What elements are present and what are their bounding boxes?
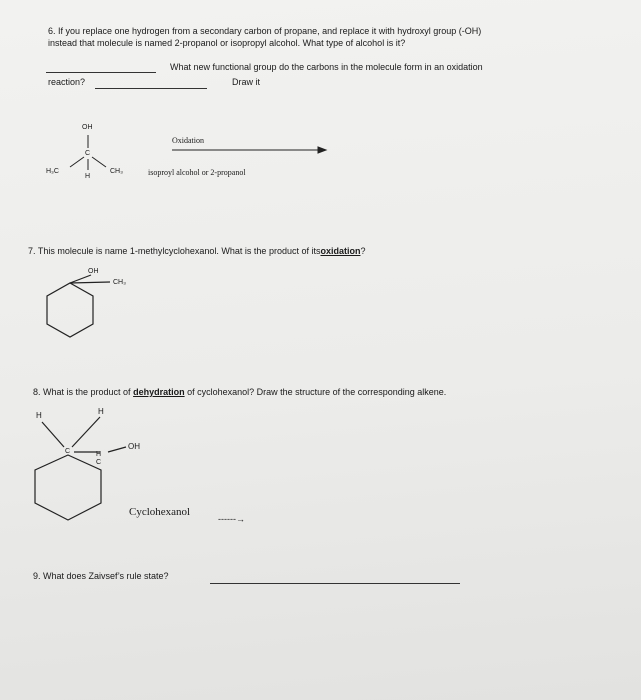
q8-question bbox=[33, 387, 446, 398]
dehydration-arrow: ------→ bbox=[218, 514, 245, 524]
product-name: isoproyl alcohol or 2-propanol bbox=[148, 168, 246, 177]
methylcyclohexanol-ch3-label: CH₃ bbox=[113, 279, 126, 286]
cyclohexanol-c-lower-label: C bbox=[96, 459, 102, 466]
methylcyclohexanol-bonds bbox=[47, 275, 110, 337]
q7-text-before: 7. This molecule is name 1-methylcyclohexanol. What is the product of its bbox=[28, 246, 321, 256]
cyclohexanol-name: Cyclohexanol bbox=[129, 506, 191, 518]
cyclohexanol-c-upper-label: C bbox=[65, 448, 71, 455]
cyclohexanol-oh-label: OH bbox=[128, 442, 140, 451]
q6-draw-it: Draw it bbox=[232, 77, 261, 87]
isopropanol-ch3-label: CH₃ bbox=[110, 168, 123, 175]
isopropanol-h-label: H bbox=[85, 173, 91, 180]
q8-text-before: 8. What is the product of bbox=[33, 387, 131, 397]
q6-line2: instead that molecule is named 2-propanol or isopropyl alcohol. What type of alcohol is it? bbox=[48, 38, 406, 48]
q6-reaction-label: reaction? bbox=[48, 77, 86, 87]
q8-underlined: dehydration bbox=[133, 387, 185, 397]
oxidation-label: Oxidation bbox=[172, 136, 204, 145]
q9-answer-blank[interactable] bbox=[210, 583, 460, 584]
cyclohexanol-h-lower-label: H bbox=[96, 451, 102, 458]
q6-question2: What new functional group do the carbons in the molecule form in an oxidation bbox=[170, 62, 483, 72]
cyclohexanol-h-left-label: H bbox=[36, 411, 42, 420]
q9-question: 9. What does Zaivsef’s rule state? bbox=[33, 571, 169, 581]
q7-text-after: ? bbox=[360, 246, 366, 256]
cyclohexanol-bonds bbox=[35, 417, 126, 520]
oxidation-arrow bbox=[172, 147, 326, 153]
isopropanol-oh-label: OH bbox=[82, 124, 93, 131]
cyclohexanol-h-right-label: H bbox=[98, 407, 104, 416]
methylcyclohexanol-oh-label: OH bbox=[88, 268, 99, 275]
q6-line1: 6. If you replace one hydrogen from a secondary carbon of propane, and replace it with hydroxyl group (-OH) bbox=[48, 26, 482, 36]
q7-underlined: oxidation bbox=[320, 246, 361, 256]
q7-question bbox=[28, 246, 365, 257]
q8-text-after: of cyclohexanol? Draw the structure of the corresponding alkene. bbox=[187, 387, 447, 397]
isopropanol-c-label: C bbox=[85, 150, 91, 157]
isopropanol-h3c-label: H₃C bbox=[46, 168, 59, 175]
